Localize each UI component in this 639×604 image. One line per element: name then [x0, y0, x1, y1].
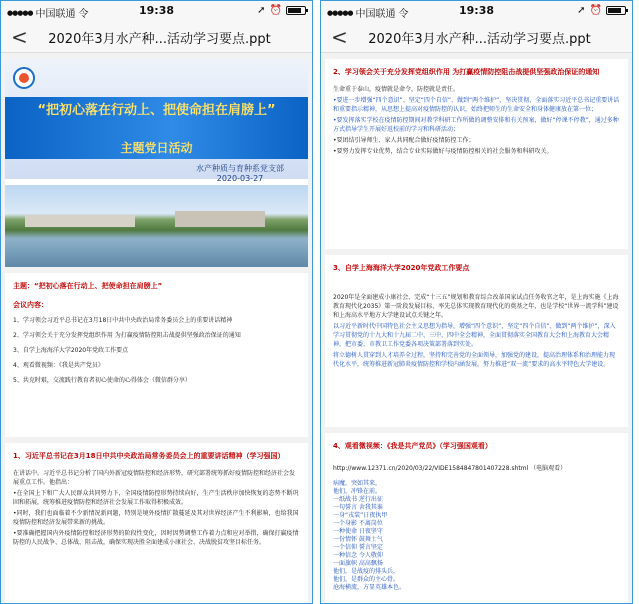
poem-line: 他们，冲锋在前。: [333, 488, 382, 495]
status-right: [577, 5, 626, 16]
cover-title: “把初心落在行动上、把使命担在肩膀上”: [37, 103, 276, 118]
poem-line: 一身“戎装”日夜执甲: [333, 512, 388, 519]
nav-bar: [1, 21, 312, 53]
agenda-item: 2、学习领会关于充分发挥党组织作用 为打赢疫情防控阻击战提供坚强政治保证的通知: [13, 332, 241, 339]
speech-paragraph: •在全国上下和广大人民群众共同努力下，全国疫情防控形势持续向好，生产生活秩序加快恢复的态势不断巩固和拓展，统筹推进疫情防控和经济社会发展工作取得积极成效。: [13, 490, 299, 506]
speech-body: [13, 469, 300, 547]
alarm-icon: ⏰: [589, 5, 602, 16]
status-bar: [321, 1, 632, 21]
cover-subtitle: 主题党日活动: [120, 141, 193, 155]
university-title: 3、自学上海海洋大学2020年党政工作要点: [333, 264, 470, 272]
agenda-item: 5、共克时艰，交流践行教育者初心使命的心得体会（微信群分享）: [13, 377, 191, 384]
slide-cover: [5, 59, 308, 267]
agenda-item: 4、观看微视频：《我是共产党员》: [13, 362, 104, 369]
location-icon: ➚: [577, 5, 586, 16]
poem-line: 一纸战书 逆行出征: [333, 496, 383, 503]
slide-university: [325, 255, 628, 427]
notice-paragraph: •要进一步增强“四个意识”、坚定“四个自信”、做到“两个维护”，坚决贯彻、全面落实习近平总书记重要讲话和重要指示精神，从思想上提高对疫情防控的认识，始终把师生的生命安全和身体健康放在第一位；: [333, 97, 620, 113]
agenda-heading: 会议内容：: [13, 301, 48, 309]
location-icon: ➚: [257, 5, 266, 16]
poem-text: [333, 480, 620, 592]
poem-line: 沧海横流，方显英雄本色。: [333, 584, 406, 591]
phone-screen-left: [0, 0, 313, 604]
poem-line: 一个身影 不离岗位: [333, 520, 383, 527]
poem-line: 一面旗帜 高高飘扬: [333, 560, 383, 567]
agenda-item: 3、自学上海海洋大学2020年党政工作要点: [13, 347, 129, 354]
poem-line: 一种使命 日夜坚守: [333, 528, 383, 535]
status-time: 19:38: [458, 4, 494, 17]
document-title: 2020年3月水产种...活动学习要点.ppt: [48, 32, 271, 47]
poem-line: 他们，是群众的主心骨。: [333, 576, 400, 583]
poem-line: 他们，是战疫的排头兵，: [333, 568, 400, 575]
battery-icon: [286, 6, 306, 15]
agenda-item: 1、学习领会习近平总书记在3月18日中共中央政治局常务委员会上的重要讲话精神: [13, 317, 233, 324]
wifi-icon: 令: [78, 9, 89, 20]
slide-agenda: [5, 273, 308, 437]
wifi-icon: 令: [398, 9, 409, 20]
cover-dept-name: 水产种质与育种系党支部: [196, 164, 284, 173]
alarm-icon: ⏰: [269, 5, 282, 16]
university-paragraph: 以习近平新时代中国特色社会主义思想为指导，增强“四个意识”、坚定“四个自信”、做到“两个维护”，深入学习贯彻党的十九大和十九届二中、三中、四中全会精神，全面贯彻落实全国教育大会和上海教育大会精神，把市委、市教卫工作党委各项决策部署落到实处。: [333, 323, 616, 348]
campus-photo: [5, 185, 308, 267]
carrier-name: 中国联通: [35, 9, 76, 20]
document-title: 2020年3月水产种...活动学习要点.ppt: [368, 32, 591, 47]
notice-paragraph: •要努力发挥专业优势，结合专业实际做好与疫情防控相关的社会服务和科研攻关。: [333, 148, 553, 155]
university-body: [333, 293, 620, 369]
status-time: 19:38: [138, 4, 174, 17]
carrier-name: 中国联通: [355, 9, 396, 20]
speech-paragraph: •同时，我们也面临着不少新情况新问题，特别是境外疫情扩散蔓延及其对世界经济产生不利影响，也给我国疫情防控和经济发展带来新的挑战。: [13, 510, 299, 526]
status-bar: [1, 1, 312, 21]
speech-paragraph: 在讲话中，习近平总书记分析了国内外新冠疫情防控和经济形势，研究部署统筹抓好疫情防控和经济社会发展重点工作。他指出：: [13, 470, 296, 486]
university-paragraph: 将立德树人贯穿到人才培养全过程，坚持和完善党的全面领导，加强党的建设，提高治理体系和治理能力现代化水平，统筹推进新冠肺炎疫情防控和学校内涵发展，努力推进“双一流”要求的高水平特色大学建设。: [333, 352, 616, 368]
back-button[interactable]: <: [11, 25, 28, 49]
back-button[interactable]: <: [331, 25, 348, 49]
slide-speech: [5, 443, 308, 604]
poem-line: 一种信念 令人敬仰: [333, 552, 383, 559]
status-right: [257, 5, 306, 16]
slide-notice: [325, 59, 628, 249]
university-logo: [13, 67, 35, 89]
nav-bar: [321, 21, 632, 53]
poem-line: 一个信仰 誓言坚定: [333, 544, 383, 551]
notice-paragraph: •要发挥落实学校在疫情防控期间对教学科研工作所做的调整安排和有关预案，做好“停课不停教”，通过多种方式指导学生开展好返校前的学习和科研活动；: [333, 117, 619, 133]
university-paragraph: 2020年是全面建成小康社会、完成“十三五”规划和教育综合改革国家试点任务收官之年，是上海实施《上海教育现代化2035》第一阶段发展目标、率先总体实现教育现代化的奠基之年，也是学校“世界一流学科”建设和上海高水平地方大学建设试点关键之年。: [333, 294, 619, 319]
speech-paragraph: •要准确把握国内外疫情防控和经济形势的阶段性变化，因时因势调整工作着力点和应对举措，确保打赢疫情防控的人民战争、总体战、阻击战，确保实现决胜全面建成小康社会、决战脱贫攻坚目标任务。: [13, 530, 299, 546]
cover-date: 2020-03-27: [216, 174, 264, 183]
notice-body: [333, 85, 620, 156]
agenda-theme: 主题：“把初心落在行动上、把使命担在肩膀上”: [13, 282, 163, 290]
slide-video: [325, 433, 628, 604]
notice-paragraph: 生命重于泰山，疫情就是命令，防控就是责任。: [333, 86, 460, 93]
phone-screen-right: [320, 0, 633, 604]
video-link[interactable]: http://www.12371.cn/2020/03/22/VIDE1584847801407228.shtml （电脑观看）: [333, 465, 567, 472]
speech-title: 1、习近平总书记在3月18日中共中央政治局常务委员会上的重要讲话精神（学习强国）: [13, 452, 285, 460]
poem-line: 一句誓言 舍我其谁: [333, 504, 383, 511]
signal-icon: ●●●●●: [7, 8, 33, 17]
cover-dept: [196, 163, 284, 183]
notice-title: 2、学习领会关于充分发挥党组织作用 为打赢疫情防控阻击战提供坚强政治保证的通知: [333, 68, 600, 76]
signal-icon: ●●●●●: [327, 8, 353, 17]
battery-icon: [606, 6, 626, 15]
poem-line: 一份情怀 鼓舞士气: [333, 536, 383, 543]
notice-paragraph: •要团结引导师生、家人共同配合做好疫情防控工作；: [333, 137, 475, 144]
poem-line: 病魔，突如其来，: [333, 480, 382, 487]
video-title: 4、观看微视频：《我是共产党员》（学习强国观看）: [333, 442, 492, 450]
